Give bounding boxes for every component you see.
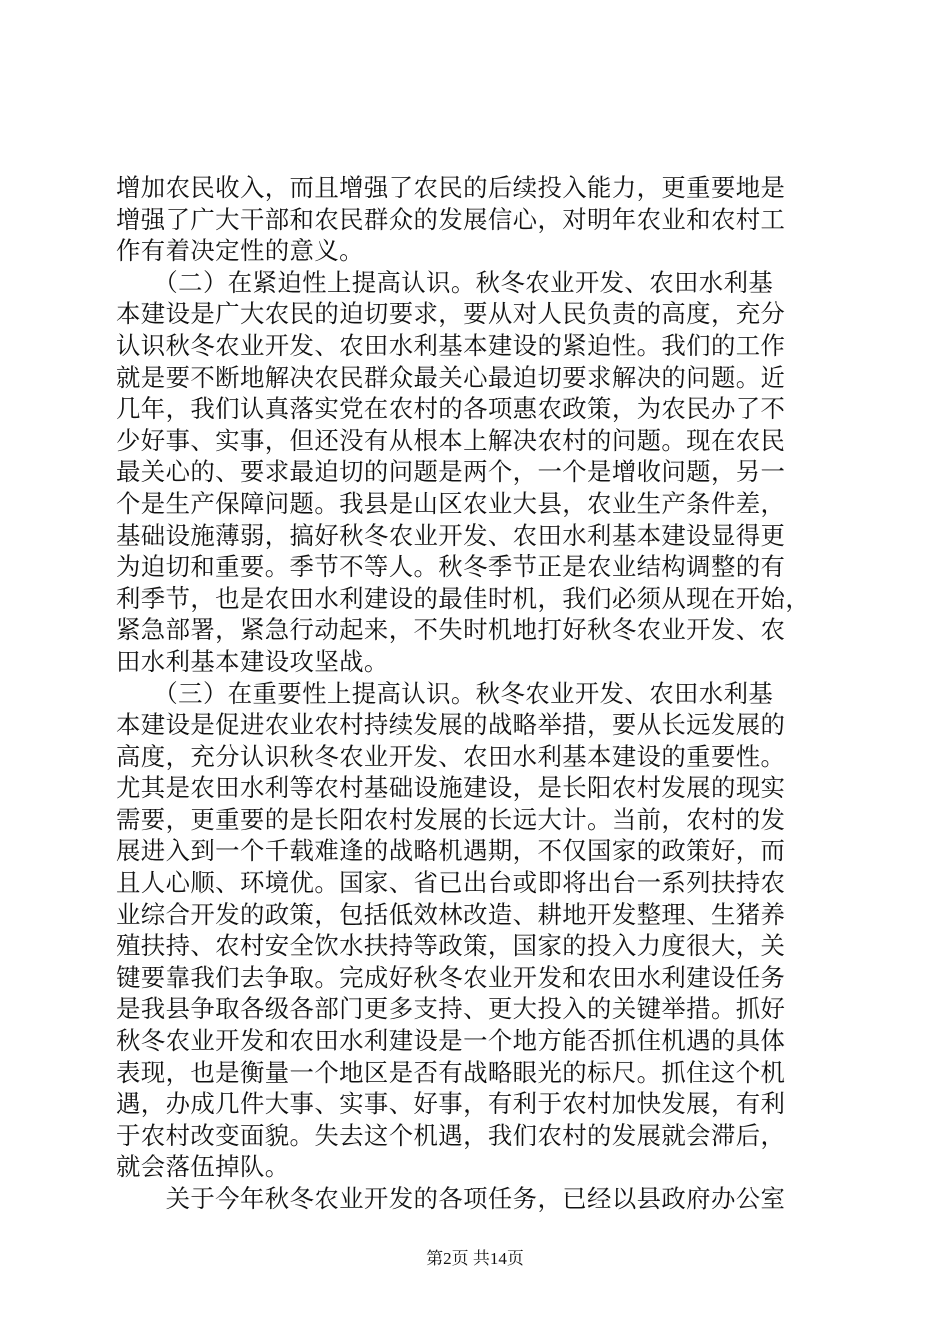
text-line: 是我县争取各级各部门更多支持、更大投入的关键举措。抓好 bbox=[116, 994, 786, 1024]
page-number-footer: 第2页 共14页 bbox=[426, 1249, 524, 1268]
text-line: 且人心顺、环境优。国家、省已出台或即将出台一系列扶持农 bbox=[116, 868, 786, 898]
text-line: 最关心的、要求最迫切的问题是两个，一个是增收问题，另一 bbox=[116, 457, 786, 487]
text-line: 键要靠我们去争取。完成好秋冬农业开发和农田水利建设任务 bbox=[116, 962, 786, 992]
text-line: 表现，也是衡量一个地区是否有战略眼光的标尺。抓住这个机 bbox=[116, 1057, 786, 1087]
text-line: 展进入到一个千载难逢的战略机遇期，不仅国家的政策好，而 bbox=[116, 836, 786, 866]
text-line: 田水利基本建设攻坚战。 bbox=[116, 646, 389, 676]
text-line: 本建设是广大农民的迫切要求，要从对人民负责的高度，充分 bbox=[116, 299, 786, 329]
text-line: 紧急部署，紧急行动起来，不失时机地打好秋冬农业开发、农 bbox=[116, 615, 786, 645]
text-line: 少好事、实事，但还没有从根本上解决农村的问题。现在农民 bbox=[116, 425, 786, 455]
text-line: 增加农民收入，而且增强了农民的后续投入能力，更重要地是 bbox=[116, 173, 786, 202]
text-line: 几年，我们认真落实党在农村的各项惠农政策，为农民办了不 bbox=[116, 394, 786, 424]
text-line: 遇，办成几件大事、实事、好事，有利于农村加快发展，有利 bbox=[116, 1089, 786, 1119]
text-line: 高度，充分认识秋冬农业开发、农田水利基本建设的重要性。 bbox=[116, 741, 786, 771]
text-line: 利季节，也是农田水利建设的最佳时机，我们必须从现在开始， bbox=[116, 583, 811, 613]
text-line: （三）在重要性上提高认识。秋冬农业开发、农田水利基 bbox=[116, 678, 774, 708]
text-line: 尤其是农田水利等农村基础设施建设，是长阳农村发展的现实 bbox=[116, 773, 786, 803]
text-line: 作有着决定性的意义。 bbox=[116, 236, 364, 266]
text-line: 需要，更重要的是长阳农村发展的长远大计。当前，农村的发 bbox=[116, 804, 786, 834]
text-line: 本建设是促进农业农村持续发展的战略举措，要从长远发展的 bbox=[116, 710, 786, 740]
text-line: 秋冬农业开发和农田水利建设是一个地方能否抓住机遇的具体 bbox=[116, 1026, 786, 1056]
text-line: 个是生产保障问题。我县是山区农业大县，农业生产条件差， bbox=[116, 488, 786, 518]
text-line: （二）在紧迫性上提高认识。秋冬农业开发、农田水利基 bbox=[116, 267, 774, 297]
text-line: 基础设施薄弱，搞好秋冬农业开发、农田水利基本建设显得更 bbox=[116, 520, 786, 550]
text-line: 增强了广大干部和农民群众的发展信心，对明年农业和农村工 bbox=[116, 204, 786, 234]
text-line: 殖扶持、农村安全饮水扶持等政策，国家的投入力度很大，关 bbox=[116, 931, 786, 961]
text-line: 就会落伍掉队。 bbox=[116, 1152, 290, 1182]
text-line: 关于今年秋冬农业开发的各项任务，已经以县政府办公室 bbox=[116, 1184, 786, 1213]
text-line: 为迫切和重要。季节不等人。秋冬季节正是农业结构调整的有 bbox=[116, 552, 786, 582]
text-line: 业综合开发的政策，包括低效林改造、耕地开发整理、生猪养 bbox=[116, 899, 786, 929]
text-line: 于农村改变面貌。失去这个机遇，我们农村的发展就会滞后， bbox=[116, 1120, 786, 1150]
text-line: 认识秋冬农业开发、农田水利基本建设的紧迫性。我们的工作 bbox=[116, 330, 786, 360]
document-body bbox=[116, 172, 838, 1215]
text-line: 就是要不断地解决农民群众最关心最迫切要求解决的问题。近 bbox=[116, 362, 786, 392]
